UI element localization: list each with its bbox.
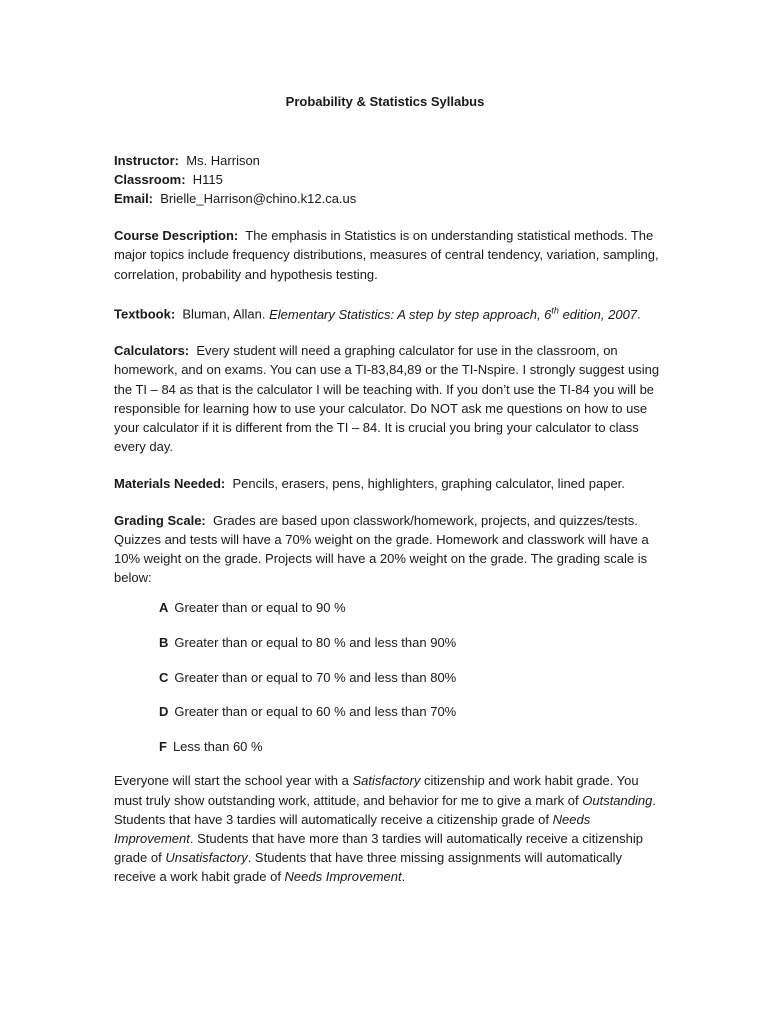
calculators <box>114 341 662 456</box>
email-line <box>114 189 662 208</box>
grade-letter: A <box>159 600 169 616</box>
calculators-label: Calculators: <box>114 343 190 359</box>
grade-text: Greater than or equal to 60 % and less than 70% <box>174 704 457 720</box>
course-description-text: The emphasis in Statistics is on understanding statistical methods. The major topics include frequency distributions, measures of central tendency, variation, sampling, correlation, probability and hypothesis testing. <box>114 228 659 282</box>
materials-label: Materials Needed: <box>114 475 226 491</box>
grade-text: Greater than or equal to 80 % and less than 90% <box>174 635 457 651</box>
grade-row-a <box>114 598 662 633</box>
grade-letter: D <box>159 704 169 720</box>
citizenship-text: citizenship and work habit grade. You must truly show outstanding work, attitude, and behavior for me to give a mark of <box>114 773 639 808</box>
grade-letter: B <box>159 635 169 651</box>
instructor-value: Ms. Harrison <box>186 153 260 168</box>
citizenship-text: . Students that have three missing assignments will automatically receive a work habit grade of <box>114 850 622 885</box>
materials-needed <box>114 474 662 493</box>
citizenship-text: . Students that have more than 3 tardies will automatically receive a citizenship grade of <box>114 831 643 866</box>
grade-text: Less than 60 % <box>172 738 263 754</box>
citizenship-emphasis: Unsatisfactory <box>165 850 248 866</box>
textbook-edition-superscript: th <box>551 305 559 316</box>
citizenship-policy <box>114 771 662 886</box>
page-title: Probability & Statistics Syllabus <box>285 94 485 109</box>
grade-text: Greater than or equal to 90 % <box>174 600 346 616</box>
classroom-value: H115 <box>192 172 223 188</box>
citizenship-text: . Students that have 3 tardies will automatically receive a citizenship grade of <box>114 792 656 827</box>
grade-row-c <box>114 668 662 703</box>
citizenship-text: . <box>401 869 406 885</box>
grade-row-f <box>114 737 662 772</box>
grade-row-d <box>114 702 662 737</box>
grade-text: Greater than or equal to 70 % and less than 80% <box>174 669 457 685</box>
course-description-label: Course Description: <box>114 228 239 244</box>
textbook-label: Textbook: <box>114 306 176 322</box>
email-value: Brielle_Harrison@chino.k12.ca.us <box>160 191 357 207</box>
citizenship-emphasis: Needs Improvement <box>284 869 402 885</box>
grading-text: Grades are based upon classwork/homework, projects, and quizzes/tests. Quizzes and tests will have a 70% weight on the grade. Homework and classwork will have a 10% weight on the grade. Projects will have a 20% weight on the grade. The grading scale is below: <box>114 512 649 586</box>
grade-letter: C <box>159 669 169 685</box>
classroom-line <box>114 170 662 189</box>
grading-label: Grading Scale: <box>114 512 206 528</box>
instructor-line <box>114 151 662 170</box>
textbook-edition: edition, <box>562 306 605 322</box>
calculators-text: Every student will need a graphing calculator for use in the classroom, on homework, and on exams. You can use a TI-83,84,89 or the TI-Nspire. I strongly suggest using the TI – 84 as that is the calculator I will be teaching with. If you don’t use the TI-84 you will be responsible for learning how to use your calculator. Do NOT ask me questions on how to use your calculator if it is different from the TI – 84. It is crucial you bring your calculator to class every day. <box>114 343 660 455</box>
grade-letter: F <box>159 738 167 754</box>
course-description <box>114 226 662 284</box>
syllabus-content <box>114 151 662 904</box>
citizenship-emphasis: Satisfactory <box>352 773 421 789</box>
grading-scale <box>114 511 662 588</box>
instructor-info <box>114 151 662 209</box>
citizenship-emphasis: Needs Improvement <box>114 811 591 847</box>
citizenship-text: Everyone will start the school year with a <box>114 773 353 789</box>
textbook-title <box>269 307 637 322</box>
textbook-title-text: Elementary Statistics: A step by step approach, 6 <box>269 306 552 322</box>
email-label: Email: <box>114 191 154 207</box>
grade-scale-list <box>114 598 662 771</box>
textbook-year: 2007 <box>608 306 638 322</box>
textbook-author: Bluman, Allan. <box>182 306 266 322</box>
citizenship-emphasis: Outstanding <box>582 792 653 808</box>
textbook: Textbook: Bluman, Allan. Elementary Statistics: A step by step approach, 6th edition, 2007. <box>114 305 641 322</box>
instructor-label: Instructor: <box>114 153 179 168</box>
classroom-label: Classroom: <box>114 172 186 188</box>
materials-text: Pencils, erasers, pens, highlighters, graphing calculator, lined paper. <box>232 475 625 491</box>
grade-row-b <box>114 633 662 668</box>
